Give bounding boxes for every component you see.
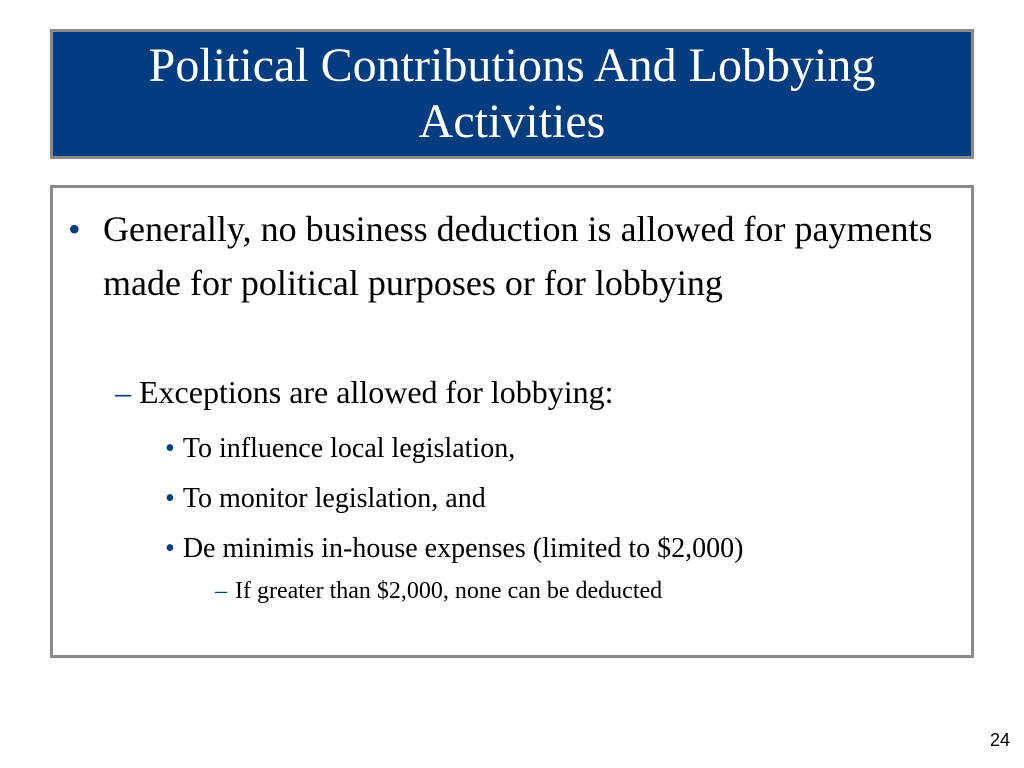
page-number: 24 [989, 730, 1010, 750]
bullet-level-3-text: De minimis in-house expenses (limited to $2,000) [182, 533, 744, 564]
bullet-icon: • [68, 209, 81, 249]
bullet-icon: • [165, 533, 175, 564]
dash-icon: – [215, 578, 227, 604]
bullet-level-3-text: To influence local legislation, [182, 433, 516, 464]
bullet-level-1-text: Generally, no business deduction is allowed for payments made for political purposes or for lobbying [103, 209, 933, 303]
bullet-level-2-text: Exceptions are allowed for lobbying: [139, 374, 614, 410]
bullet-level-4 [215, 575, 662, 607]
bullet-level-3-text: To monitor legislation, and [182, 483, 486, 514]
bullet-level-3-item [165, 481, 486, 517]
title-box [50, 29, 974, 159]
bullet-icon: • [165, 483, 175, 514]
content-box [50, 185, 974, 658]
bullet-level-3-item [165, 431, 515, 467]
bullet-level-1 [68, 202, 968, 310]
bullet-level-2 [115, 370, 614, 414]
dash-icon: – [115, 374, 131, 410]
bullet-level-3-item [165, 531, 744, 567]
slide-title: Political Contributions And Lobbying Activities [148, 39, 876, 148]
bullet-icon: • [165, 433, 175, 464]
bullet-level-4-text: If greater than $2,000, none can be deducted [235, 578, 663, 604]
